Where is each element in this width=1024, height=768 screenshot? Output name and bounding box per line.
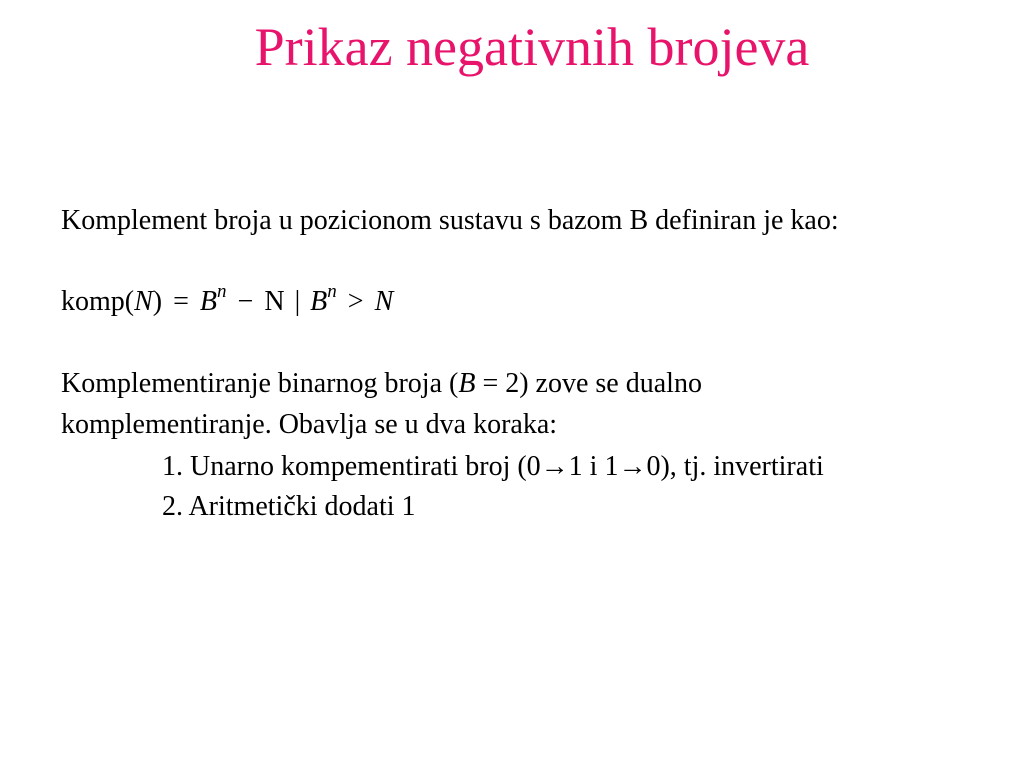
step-1: 1. Unarno kompementirati broj (0→1 i 1→0), tj. invertirati	[162, 451, 824, 482]
formula-exponent: n	[217, 281, 227, 302]
formula-greater: >	[347, 286, 364, 317]
formula-cond-n: N	[374, 286, 394, 317]
intro-text: Komplement broja u pozicionom sustavu s bazom B definiran je kao:	[61, 205, 839, 236]
binary-complement-paragraph	[61, 367, 702, 401]
formula-arg: N	[134, 286, 153, 317]
formula-close: )	[152, 286, 163, 317]
paragraph-var: B	[458, 368, 476, 399]
formula-base-2: B	[310, 286, 328, 317]
complement-formula	[61, 281, 394, 319]
formula-func: komp(	[61, 286, 135, 317]
formula-equals: =	[173, 286, 189, 317]
formula-base: B	[199, 286, 218, 317]
step-2: 2. Aritmetički dodati 1	[162, 491, 416, 522]
paragraph-post: = 2) zove se dualno	[475, 368, 702, 399]
paragraph-line-2: komplementiranje. Obavlja se u dva koraka:	[61, 409, 558, 440]
formula-exponent-2: n	[327, 281, 337, 302]
formula-minus: −	[237, 286, 254, 317]
slide-title: Prikaz negativnih brojeva	[254, 17, 810, 77]
formula-n: N	[264, 286, 285, 317]
formula-separator: |	[294, 286, 301, 317]
paragraph-pre: Komplementiranje binarnog broja (	[61, 368, 459, 399]
